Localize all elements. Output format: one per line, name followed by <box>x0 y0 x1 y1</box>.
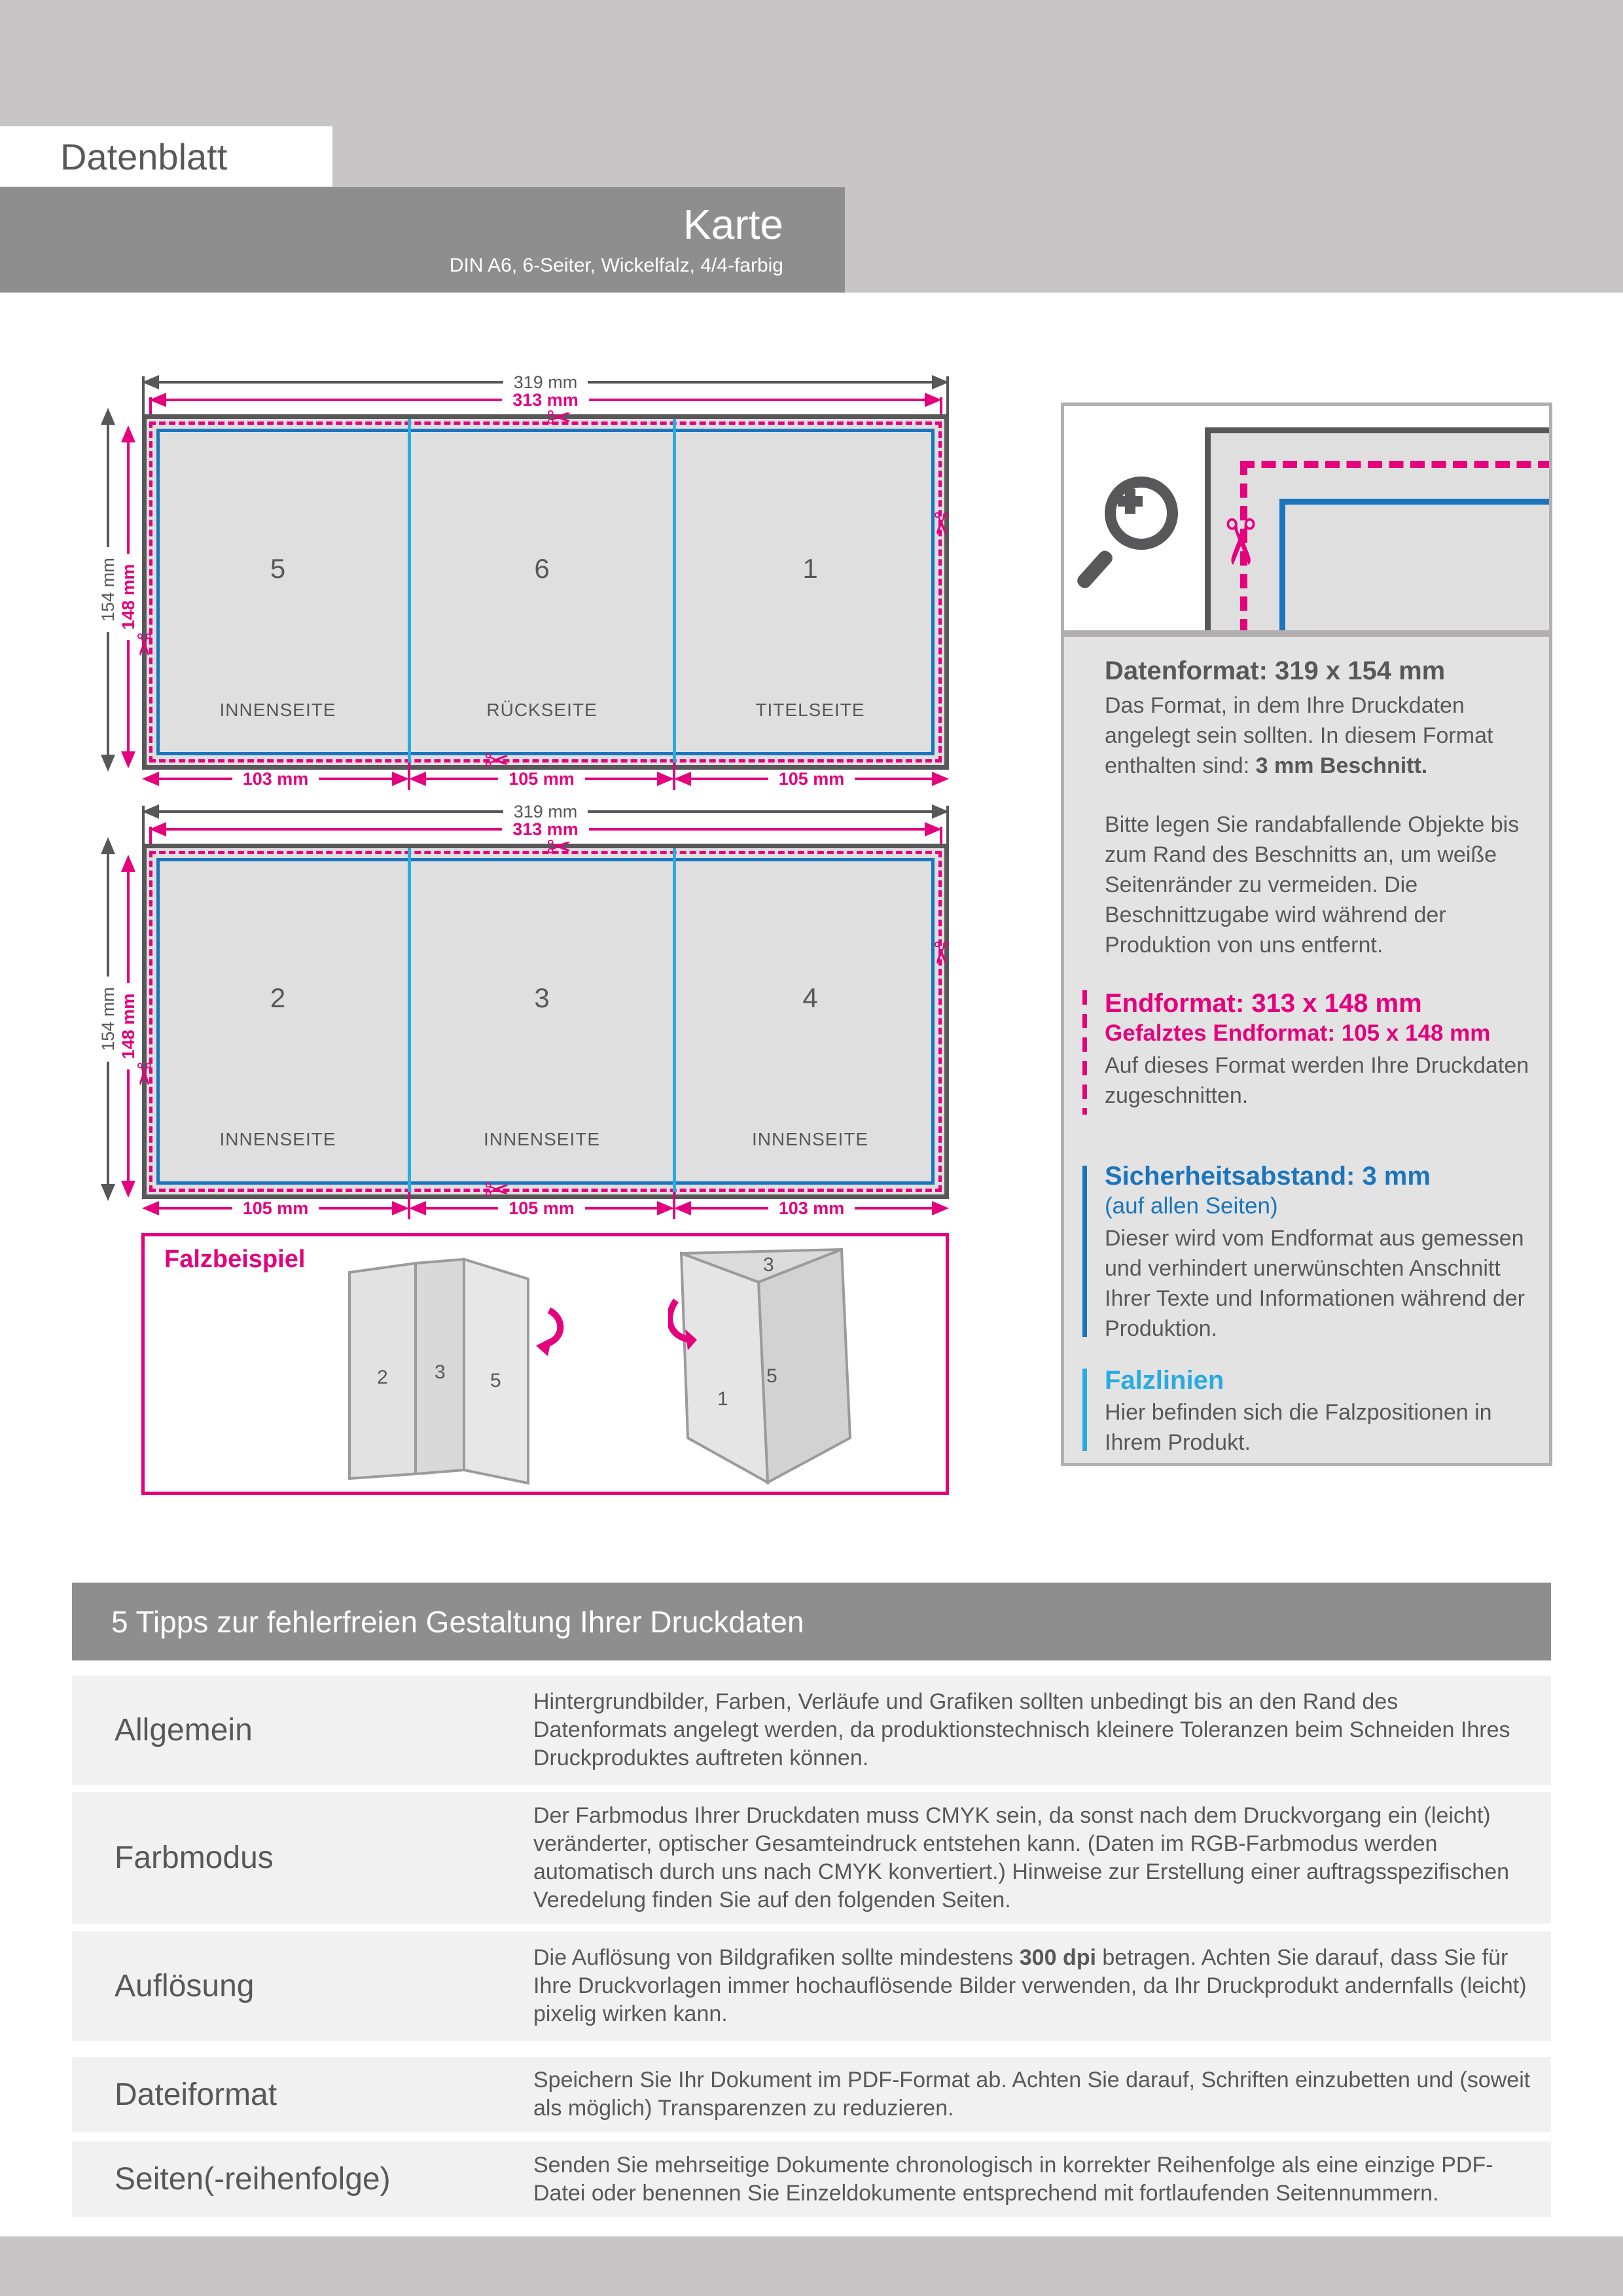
dim-height-trim-label: 148 mm <box>118 993 138 1060</box>
scissors-icon: ✂ <box>126 1061 162 1087</box>
format-info-box <box>1061 634 1552 1466</box>
panel-number: 6 <box>534 553 550 584</box>
bleed-area <box>142 414 949 770</box>
fold-closed-panel-top: 3 <box>763 1254 774 1276</box>
dim-width-outer-label: 319 mm <box>513 372 578 392</box>
corner-detail-illustration <box>1205 427 1552 634</box>
panel-dim-label: 105 mm <box>508 768 575 789</box>
safety-subheading: (auf allen Seiten) <box>1105 1193 1278 1219</box>
scissors-icon: ✂ <box>923 511 959 537</box>
datenformat-heading: Datenformat: 319 x 154 mm <box>1105 656 1446 685</box>
panel-dim <box>674 768 949 790</box>
scissors-icon: ✂ <box>484 743 510 778</box>
panel-number: 1 <box>802 553 818 584</box>
panel-dim-label: 103 mm <box>242 768 309 789</box>
safety-heading: Sicherheitsabstand: 3 mm <box>1105 1162 1431 1191</box>
dim-width-trim <box>149 818 942 840</box>
panel-label: TITELSEITE <box>755 700 865 720</box>
panel-number: 3 <box>534 982 550 1013</box>
dim-width-outer-label: 319 mm <box>513 801 578 821</box>
panel-dim-label: 105 mm <box>242 1198 309 1218</box>
fold-arrow-icon <box>545 1310 560 1344</box>
scissors-icon: ✂ <box>126 632 162 658</box>
product-title: Karte <box>683 200 783 248</box>
panel-dim <box>674 1197 949 1219</box>
dim-height-trim <box>117 425 139 768</box>
panel-dim-label: 103 mm <box>778 1198 845 1218</box>
endformat-accent-line <box>1082 990 1087 1115</box>
plus-icon <box>1125 489 1135 514</box>
tip-label: Farbmodus <box>115 1840 274 1875</box>
tips-title-band <box>72 1583 1551 1660</box>
tip-row-farbmodus <box>72 1792 1551 1924</box>
zoom-in-magnifier-icon <box>1105 476 1178 550</box>
tip-label: Seiten(-reihenfolge) <box>115 2162 391 2197</box>
dim-width-trim-label: 313 mm <box>512 819 579 839</box>
foldlines-heading: Falzlinien <box>1105 1366 1224 1395</box>
foldlines-accent-line <box>1082 1369 1087 1451</box>
panel-dim-label: 105 mm <box>778 768 845 789</box>
dim-height-trim-label: 148 mm <box>118 564 138 630</box>
fold-example-box <box>141 1233 949 1495</box>
tip-row-aufloesung <box>72 1931 1551 2041</box>
fold-example-open-illustration <box>341 1253 655 1488</box>
footer-band <box>0 2236 1623 2296</box>
tip-label: Dateiformat <box>115 2077 277 2112</box>
datenformat-body2: Bitte legen Sie randabfallende Objekte bis zum Rand des Beschnitts an, um weiße Seitenränder zu vermeiden. Die Beschnittzugabe wird während der Produktion von uns entfernt. <box>1105 812 1520 958</box>
panel <box>147 419 409 765</box>
extension-line <box>946 806 949 844</box>
foldlines-body: Hier befinden sich die Falzpositionen in Ihrem Produkt. <box>1105 1400 1492 1455</box>
datenblatt-box <box>0 126 332 187</box>
safety-body: Dieser wird vom Endformat aus gemessen und verhindert unerwünschten Anschnitt Ihrer Texte und Informationen während der Produktion. <box>1105 1226 1525 1341</box>
panel-label: INNENSEITE <box>483 1129 601 1149</box>
panel <box>147 848 409 1194</box>
endformat-heading: Endformat: 313 x 148 mm <box>1105 989 1422 1018</box>
panel-dim <box>142 1197 409 1219</box>
fold-example-title: Falzbeispiel <box>164 1246 306 1273</box>
fold-closed-panel-front: 1 <box>717 1388 728 1410</box>
fold-closed-panel-right: 5 <box>766 1365 777 1387</box>
dim-width-trim-label: 313 mm <box>512 389 579 410</box>
tip-row-dateiformat <box>72 2057 1551 2132</box>
fold-open-panel-right: 5 <box>490 1370 501 1391</box>
panel-number: 2 <box>270 982 286 1013</box>
panel <box>676 419 944 765</box>
datenblatt-label: Datenblatt <box>60 135 228 177</box>
tip-text: Senden Sie mehrseitige Dokumente chronologisch in korrekter Reihenfolge als eine einzige PDF-Datei oder benennen Sie Einzeldokumente entsprechend mit fortlaufenden Seitennummern. <box>533 2152 1493 2206</box>
tip-text: Speichern Sie Ihr Dokument im PDF-Format ab. Achten Sie darauf, Schriften einzubetten und (soweit als möglich) Transparenzen zu reduzieren. <box>533 2068 1531 2121</box>
magnifier-handle-icon <box>1075 548 1115 590</box>
tip-label: Allgemein <box>115 1713 253 1748</box>
panel-label: INNENSEITE <box>219 1129 336 1149</box>
safety-block <box>1105 1160 1531 1344</box>
scissors-icon: ✂ <box>923 940 959 966</box>
scissors-icon: ✂ <box>546 829 572 865</box>
datenformat-body: Das Format, in dem Ihre Druckdaten angelegt sein sollten. In diesem Format enthalten sind: 3 mm Beschnitt. <box>1105 693 1493 778</box>
tip-row-seitenreihenfolge <box>72 2142 1551 2217</box>
tip-text: Die Auflösung von Bildgrafiken sollte mindestens 300 dpi betragen. Achten Sie darauf, dass Sie für Ihre Druckvorlagen immer hochauflösende Bilder verwenden, da Ihr Druckprodukt andernfalls (leicht) pixelig wirken kann. <box>533 1945 1527 2026</box>
fold-open-panel-middle: 3 <box>435 1361 446 1383</box>
panel-dim-label: 105 mm <box>508 1198 575 1218</box>
endformat-block <box>1105 988 1531 1111</box>
layout-diagram-outside <box>65 371 959 803</box>
tip-row-allgemein <box>72 1676 1551 1785</box>
scissors-icon: ✂ <box>546 400 572 435</box>
corner-detail-box <box>1061 403 1552 634</box>
extension-line <box>142 376 145 414</box>
panel-dim <box>142 768 409 790</box>
dim-width-trim <box>149 389 942 411</box>
dim-height-outer <box>97 408 119 772</box>
fold-open-panel-left: 2 <box>377 1367 388 1388</box>
fold-example-closed-illustration <box>668 1242 910 1492</box>
endformat-subheading: Gefalztes Endformat: 105 x 148 mm <box>1105 1020 1491 1046</box>
layout-diagram-inside <box>65 800 959 1232</box>
panel-number: 5 <box>270 553 286 584</box>
safety-line-detail <box>1279 499 1552 634</box>
product-subtitle: DIN A6, 6-Seiter, Wickelfalz, 4/4-farbig <box>449 254 783 276</box>
dim-height-outer <box>97 837 119 1201</box>
dim-height-outer-label: 154 mm <box>98 558 118 622</box>
dim-height-outer-label: 154 mm <box>98 987 118 1051</box>
panel-label: INNENSEITE <box>751 1129 869 1149</box>
dim-height-trim <box>117 855 139 1198</box>
panel-label: RÜCKSEITE <box>486 700 597 720</box>
panel <box>676 848 944 1194</box>
extension-line <box>946 376 949 414</box>
panel <box>411 419 673 765</box>
bleed-area <box>142 844 949 1199</box>
extension-line <box>142 806 145 844</box>
safety-accent-line <box>1082 1166 1087 1337</box>
panel <box>411 848 673 1194</box>
panel-dim <box>409 768 674 790</box>
product-band <box>0 187 845 293</box>
tip-text: Hintergrundbilder, Farben, Verläufe und Grafiken sollten unbedingt bis an den Rand des Datenformats angelegt werden, da produktionstechnisch kleinere Toleranzen beim Schneiden Ihres Druckproduktes auftreten können. <box>533 1689 1510 1770</box>
tips-title: 5 Tipps zur fehlerfreien Gestaltung Ihrer Druckdaten <box>111 1604 804 1639</box>
tip-text: Der Farbmodus Ihrer Druckdaten muss CMYK sein, da sonst nach dem Druckvorgang ein (leicht) veränderter, optischer Gesamteindruck entstehen kann. (Daten im RGB-Farbmodus werden automatisch durch uns nach CMYK konvertiert.) Hinweise zur Erstellung einer auftragsspezifischen Veredelung finden Sie auf den folgenden Seiten. <box>533 1803 1510 1912</box>
panel-label: INNENSEITE <box>219 700 336 720</box>
panel-number: 4 <box>802 982 818 1013</box>
datenformat-block <box>1105 655 1531 960</box>
panel-dim <box>409 1197 674 1219</box>
scissors-icon: ✂ <box>1203 515 1277 569</box>
tip-label: Auflösung <box>115 1969 255 2003</box>
endformat-body: Auf dieses Format werden Ihre Druckdaten zugeschnitten. <box>1105 1053 1529 1108</box>
scissors-icon: ✂ <box>484 1172 510 1208</box>
foldlines-block <box>1105 1365 1531 1458</box>
